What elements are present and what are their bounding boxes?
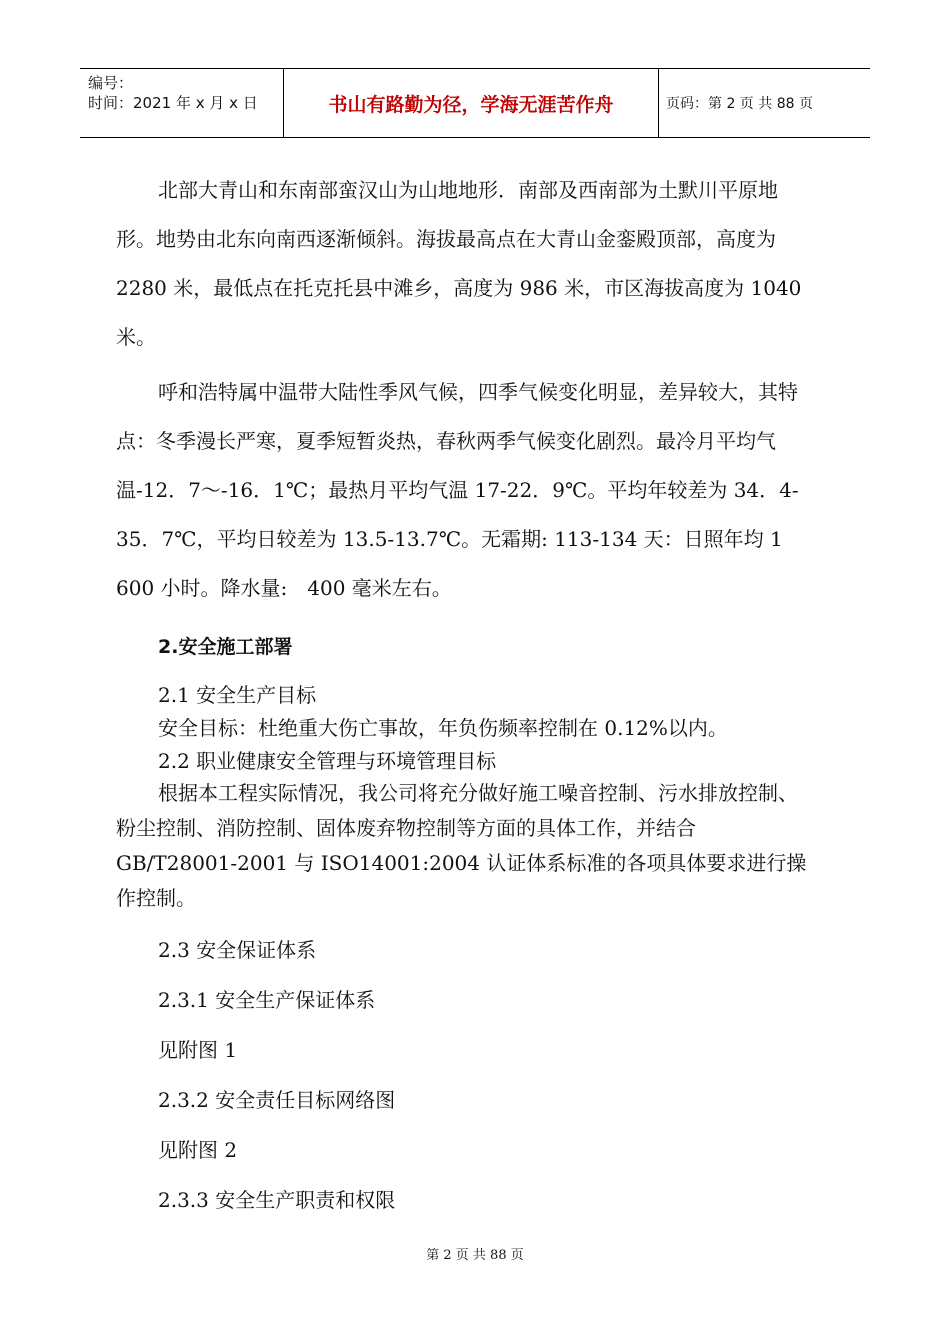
section-heading: 2.安全施工部署	[158, 636, 293, 658]
document-date: 时间：2021 年 x 月 x 日	[88, 94, 258, 112]
terrain-paragraph: 北部大青山和东南部蛮汉山为山地地形．南部及西南部为土默川平原地形。地势由北东向南西逐渐倾斜。海拔最高点在大青山金銮殿顶部，高度为 2280 米，最低点在托克托县中滩乡，高度为 986 米，市区海拔高度为 1040 米。	[116, 178, 802, 349]
page-footer: 第 2 页 共 88 页	[426, 1248, 524, 1263]
subsection-2-2-text: 根据本工程实际情况，我公司将充分做好施工噪音控制、污水排放控制、粉尘控制、消防控制、固体废弃物控制等方面的具体工作，并结合 GB/T28001-2001 与 ISO14001:2004 认证体系标准的各项具体要求进行操作控制。	[116, 781, 807, 910]
header-page-info: 页码：第 2 页 共 88 页	[666, 96, 813, 112]
subsection-2-1-title: 2.1 安全生产目标	[158, 683, 317, 707]
subsection-2-3-3-title: 2.3.3 安全生产职责和权限	[158, 1188, 396, 1212]
climate-paragraph: 呼和浩特属中温带大陆性季风气候，四季气候变化明显，差异较大，其特点：冬季漫长严寒，夏季短暂炎热，春秋两季气候变化剧烈。最冷月平均气温-12．7～-16．1℃；最热月平均气温 17-22．9℃。平均年较差为 34．4-35．7℃，平均日较差为 13.5-13.7℃。无霜期: 113-134 天：日照年均 1 600 小时。降水量: 400 毫米左右。	[116, 380, 803, 600]
subsection-2-3-1-ref: 见附图 1	[158, 1038, 238, 1062]
subsection-2-1-text: 安全目标：杜绝重大伤亡事故，年负伤频率控制在 0.12%以内。	[158, 716, 728, 740]
document-body	[116, 166, 816, 1217]
subsection-2-3-1-title: 2.3.1 安全生产保证体系	[158, 988, 376, 1012]
subsection-2-3-2-title: 2.3.2 安全责任目标网络图	[158, 1088, 396, 1112]
document-number-label: 编号：	[88, 74, 134, 92]
header-meta	[80, 69, 284, 137]
subsection-2-3-2-ref: 见附图 2	[158, 1138, 238, 1162]
page-header	[80, 68, 870, 138]
subsection-2-2-title: 2.2 职业健康安全管理与环境管理目标	[158, 749, 497, 773]
subsection-2-3-title: 2.3 安全保证体系	[158, 938, 317, 962]
header-motto: 书山有路勤为径，学海无涯苦作舟	[284, 69, 659, 137]
